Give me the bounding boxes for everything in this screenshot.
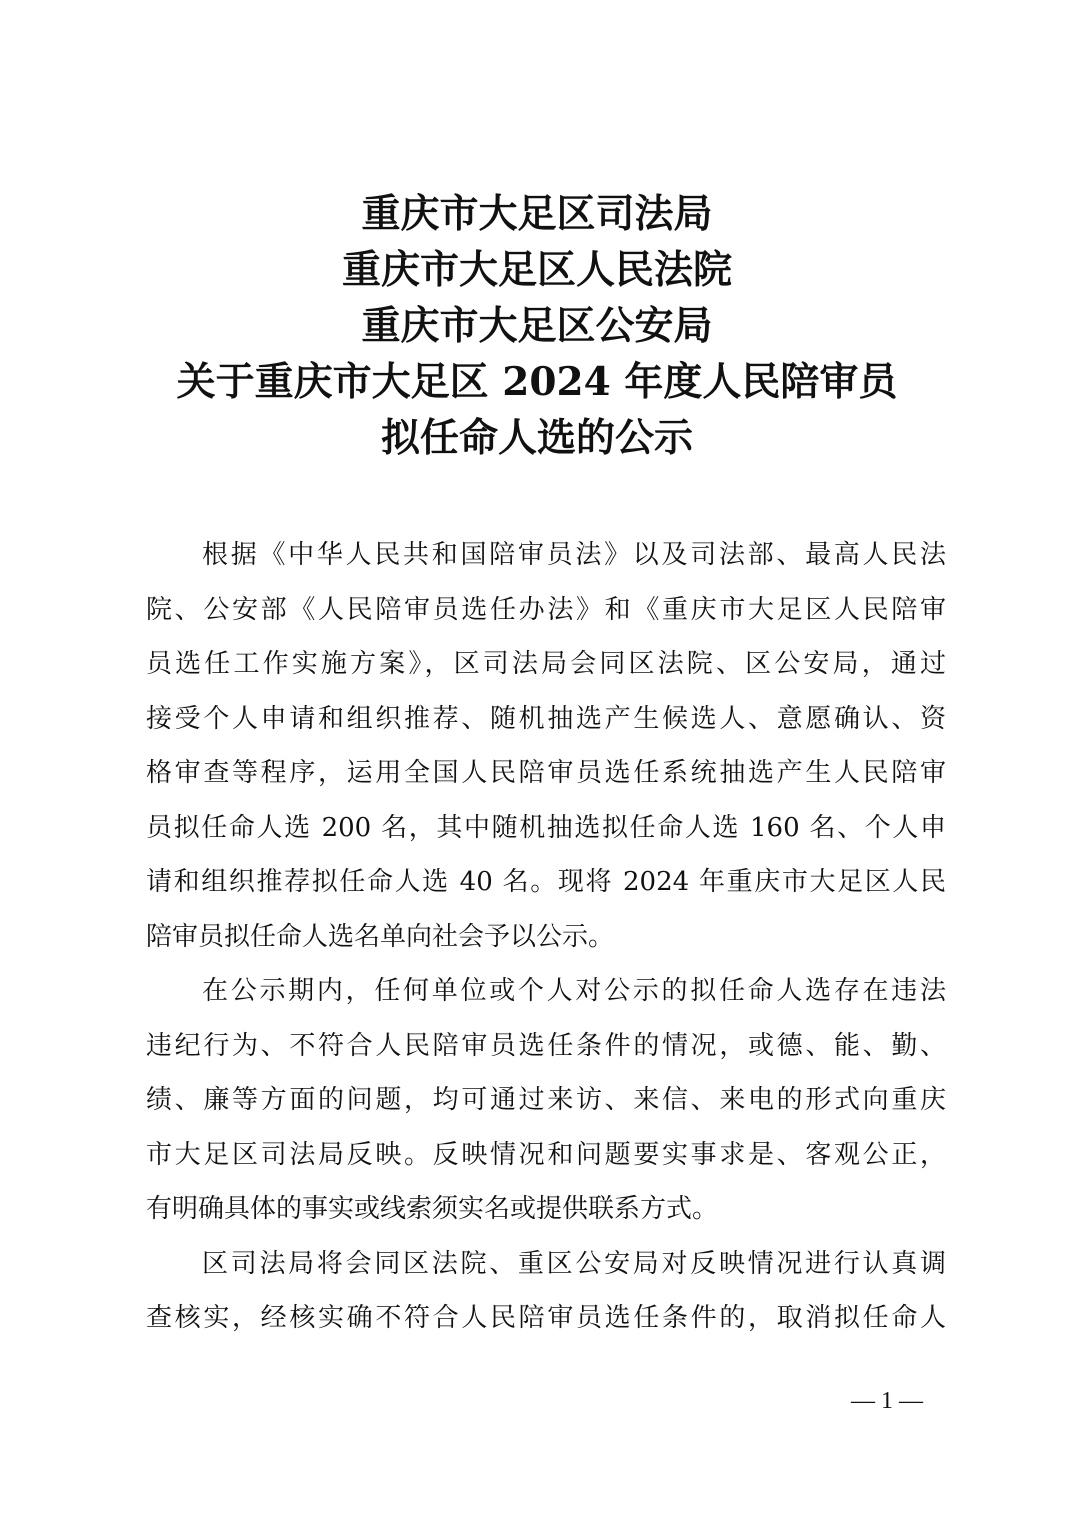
title-line-issuer-justice: 重庆市大足区司法局 xyxy=(361,191,713,237)
paragraph-1-line: 院、公安部《人民陪审员选任办法》和《重庆市大足区人民陪审 xyxy=(146,594,946,625)
title-line-subject: 关于重庆市大足区 2024 年度人民陪审员 xyxy=(176,359,898,405)
page-number: — 1 — xyxy=(851,1388,923,1414)
paragraph-3-line: 区司法局将会同区法院、重区公安局对反映情况进行认真调 xyxy=(202,1248,946,1279)
paragraph-1-line: 员选任工作实施方案》，区司法局会同区法院、区公安局，通过 xyxy=(146,649,946,679)
paragraph-1-line: 请和组织推荐拟任命人选 40 名。现将 2024 年重庆市大足区人民 xyxy=(146,867,946,897)
paragraph-2-line: 市大足区司法局反映。反映情况和问题要实事求是、客观公正， xyxy=(146,1139,946,1170)
paragraph-1-line: 根据《中华人民共和国陪审员法》以及司法部、最高人民法 xyxy=(202,540,946,570)
title-line-issuer-court: 重庆市大足区人民法院 xyxy=(341,247,732,293)
document-title xyxy=(0,186,1074,466)
paragraph-1-line: 格审查等程序，运用全国人民陪审员选任系统抽选产生人民陪审 xyxy=(146,758,946,788)
paragraph-3-line: 查核实，经核实确不符合人民陪审员选任条件的，取消拟任命人 xyxy=(146,1303,946,1333)
document-body xyxy=(146,528,946,1346)
paragraph-1-line: 接受个人申请和组织推荐、随机抽选产生候选人、意愿确认、资 xyxy=(146,703,946,734)
paragraph-2-line: 有明确具体的事实或线索须实名或提供联系方式。 xyxy=(146,1194,719,1224)
paragraph-2-line: 在公示期内，任何单位或个人对公示的拟任命人选存在违法 xyxy=(202,976,946,1006)
title-line-subject-cont: 拟任命人选的公示 xyxy=(380,415,693,461)
title-line-issuer-police: 重庆市大足区公安局 xyxy=(361,303,713,349)
paragraph-1-line: 陪审员拟任命人选名单向社会予以公示。 xyxy=(146,921,615,952)
paragraph-2-line: 绩、廉等方面的问题，均可通过来访、来信、来电的形式向重庆 xyxy=(146,1085,946,1115)
paragraph-1-line: 员拟任命人选 200 名，其中随机抽选拟任命人选 160 名、个人申 xyxy=(146,812,946,843)
paragraph-2-line: 违纪行为、不符合人民陪审员选任条件的情况，或德、能、勤、 xyxy=(146,1030,946,1061)
